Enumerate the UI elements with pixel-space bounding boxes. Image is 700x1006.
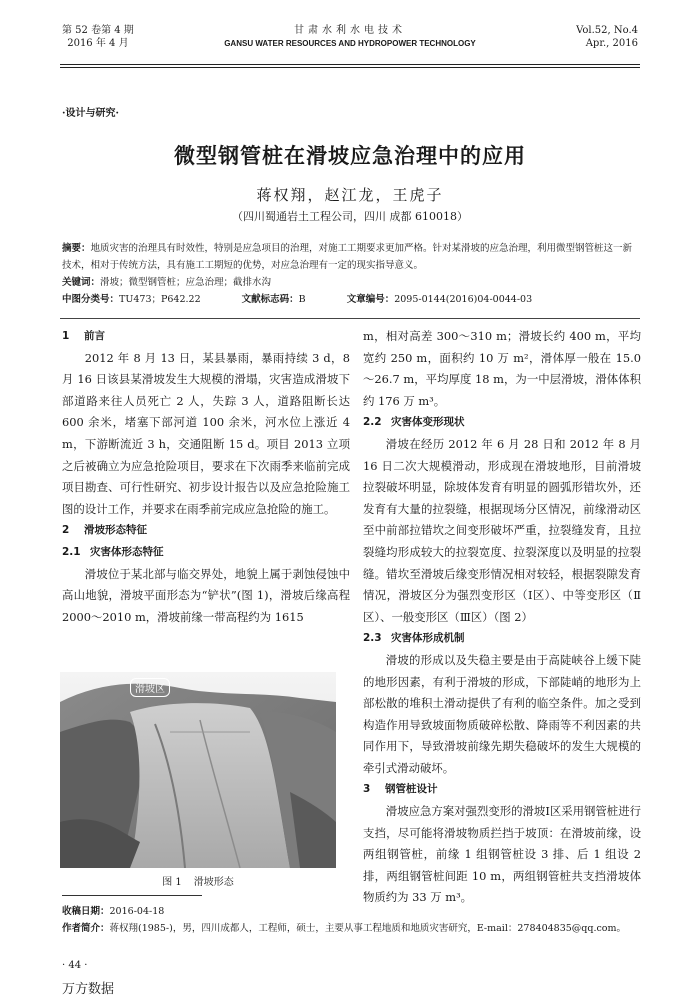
header-rule xyxy=(60,64,640,65)
section-heading-1: 1 前言 xyxy=(62,330,105,342)
figure-label-box: 滑坡区 xyxy=(130,678,170,697)
abstract-block xyxy=(62,240,638,308)
section-heading-2-1: 2.1 灾害体形态特征 xyxy=(62,545,164,558)
watermark: 万方数据 xyxy=(62,982,115,997)
received-date: 收稿日期：2016-04-18 xyxy=(62,906,165,917)
footnote xyxy=(62,903,660,937)
footnote-rule xyxy=(62,895,202,896)
header-journal-name: 甘肃水利水电技术 GANSU WATER RESOURCES AND HYDROPOWER TECHNOLOGY xyxy=(224,25,476,48)
section-tag: ·设计与研究· xyxy=(62,108,119,119)
figure-caption: 图 1 滑坡形态 xyxy=(162,877,234,888)
header-rule-thin xyxy=(60,67,640,68)
clc-code: 中图分类号：TU473；P642.22 xyxy=(62,294,201,305)
figure-landslide-photo xyxy=(60,672,336,868)
author-bio: 作者简介：蒋权翔(1985-)，男，四川成都人，工程师，硕士，主要从事工程地质和地质灾害研究，E-mail：278404835@qq.com。 xyxy=(62,923,627,934)
left-column xyxy=(62,326,350,628)
authors: 蒋权翔，赵江龙，王虎子 xyxy=(256,186,444,204)
affiliation: （四川蜀通岩土工程公司，四川 成都 610018） xyxy=(232,210,468,223)
paragraph-deformation: 滑坡在经历 2012 年 6 月 28 日和 2012 年 8 月 16 日二次大规模滑动，形成现在滑坡地形，目前滑坡拉裂破坏明显，除坡体发育有明显的圆弧形错坎外，还发育有大量的拉裂缝，根据现场分区情况，前缘滑动区至中前部拉错坎之间变形破坏严重，拉裂缝发育，且拉裂缝均形成较大的拉裂宽度、拉裂深度以及明显的拉裂缝。错坎至滑坡后缘变形情况相对较轻，根据裂隙发育情况，滑坡区分为强烈变形区（Ⅰ区）、中等变形区（Ⅱ区）、一般变形区（Ⅲ区）（图 2） xyxy=(363,436,641,624)
paragraph-morphology: 滑坡位于某北部与临交界处，地貌上属于剥蚀侵蚀中高山地貌，滑坡平面形态为“铲状”(图 1)，滑坡后缘高程 2000～2010 m，滑坡前缘一带高程约为 1615 xyxy=(62,566,350,624)
article-code: 文章编号：2095-0144(2016)04-0044-03 xyxy=(346,294,533,305)
paragraph-pile-design: 滑坡应急方案对强烈变形的滑坡Ⅰ区采用钢管桩进行支挡，尽可能将滑坡物质拦挡于坡顶：在滑坡前缘，设两组钢管桩，前缘 1 组钢管桩设 3 排、后 1 组设 2 排，两组钢管桩间距 10 m，两组钢管桩共支挡滑坡体物质约为 33 万 m³。 xyxy=(363,804,641,905)
section-heading-2: 2 滑坡形态特征 xyxy=(62,524,147,537)
abstract: 摘要：地质灾害的治理具有时效性，特别是应急项目的治理，对施工工期要求更加严格。针对某滑坡的应急治理，利用微型钢管桩这一新技术，相对于传统方法，具有施工工期短的优势，对应急治理有一定的现实指导意义。 xyxy=(62,243,633,271)
keywords: 关键词：滑坡；微型钢管桩；应急治理；截排水沟 xyxy=(62,277,272,288)
section-heading-2-3: 2.3 灾害体形成机制 xyxy=(363,632,465,645)
paragraph-mechanism: 滑坡的形成以及失稳主要是由于高陡峡谷上缓下陡的地形因素，有利于滑坡的形成，下部陡峭的地形为上部松散的堆积土滑动提供了有利的临空条件。加之受到构造作用导致坡面物质破碎松散、降雨等不利因素的共同作用下，导致滑坡前缘先期失稳破坏的发生大规模的牵引式滑动破坏。 xyxy=(363,652,641,775)
article-title: 微型钢管桩在滑坡应急治理中的应用 xyxy=(174,144,526,168)
section-heading-3: 3 钢管桩设计 xyxy=(363,783,438,796)
classification-ids xyxy=(62,291,638,308)
header-issue: 第 52 卷第 4 期 2016 年 4 月 xyxy=(62,25,134,49)
doc-code: 文献标志码：B xyxy=(241,294,306,305)
right-column xyxy=(363,326,641,909)
paragraph-intro: 2012 年 8 月 13 日，某县暴雨，暴雨持续 3 d，8 月 16 日该县某滑坡发生大规模的滑塌，灾害造成滑坡下部道路来往人员死亡 2 人，失踪 3 人，道路阻断长达 600 余米，堵塞下部河道 100 余米，河水位上涨近 4 m，下游断流近 3 h，交通阻断 15 d。项目 2013 立项之后被确立为应急抢险项目，要求在下次雨季来临前完成项目勘查、可行性研究、初步设计报告以及应急抢险施工图的设计工作，并要求在雨季前完成应急抢险的施工。 xyxy=(62,350,350,516)
page-number: · 44 · xyxy=(62,960,88,971)
abstract-rule xyxy=(60,318,640,319)
landslide-photo xyxy=(60,672,336,868)
journal-header xyxy=(62,18,638,62)
paragraph-morphology-cont: m，相对高差 300～310 m；滑坡长约 400 m，平均宽约 250 m，面积约 10 万 m²，滑体厚一般在 15.0～26.7 m，平均厚度 18 m，为一中层滑坡，滑体体积约 176 万 m³。 xyxy=(363,329,641,408)
header-volume: Vol.52, No.4 Apr., 2016 xyxy=(576,25,638,49)
section-heading-2-2: 2.2 灾害体变形现状 xyxy=(363,416,465,429)
